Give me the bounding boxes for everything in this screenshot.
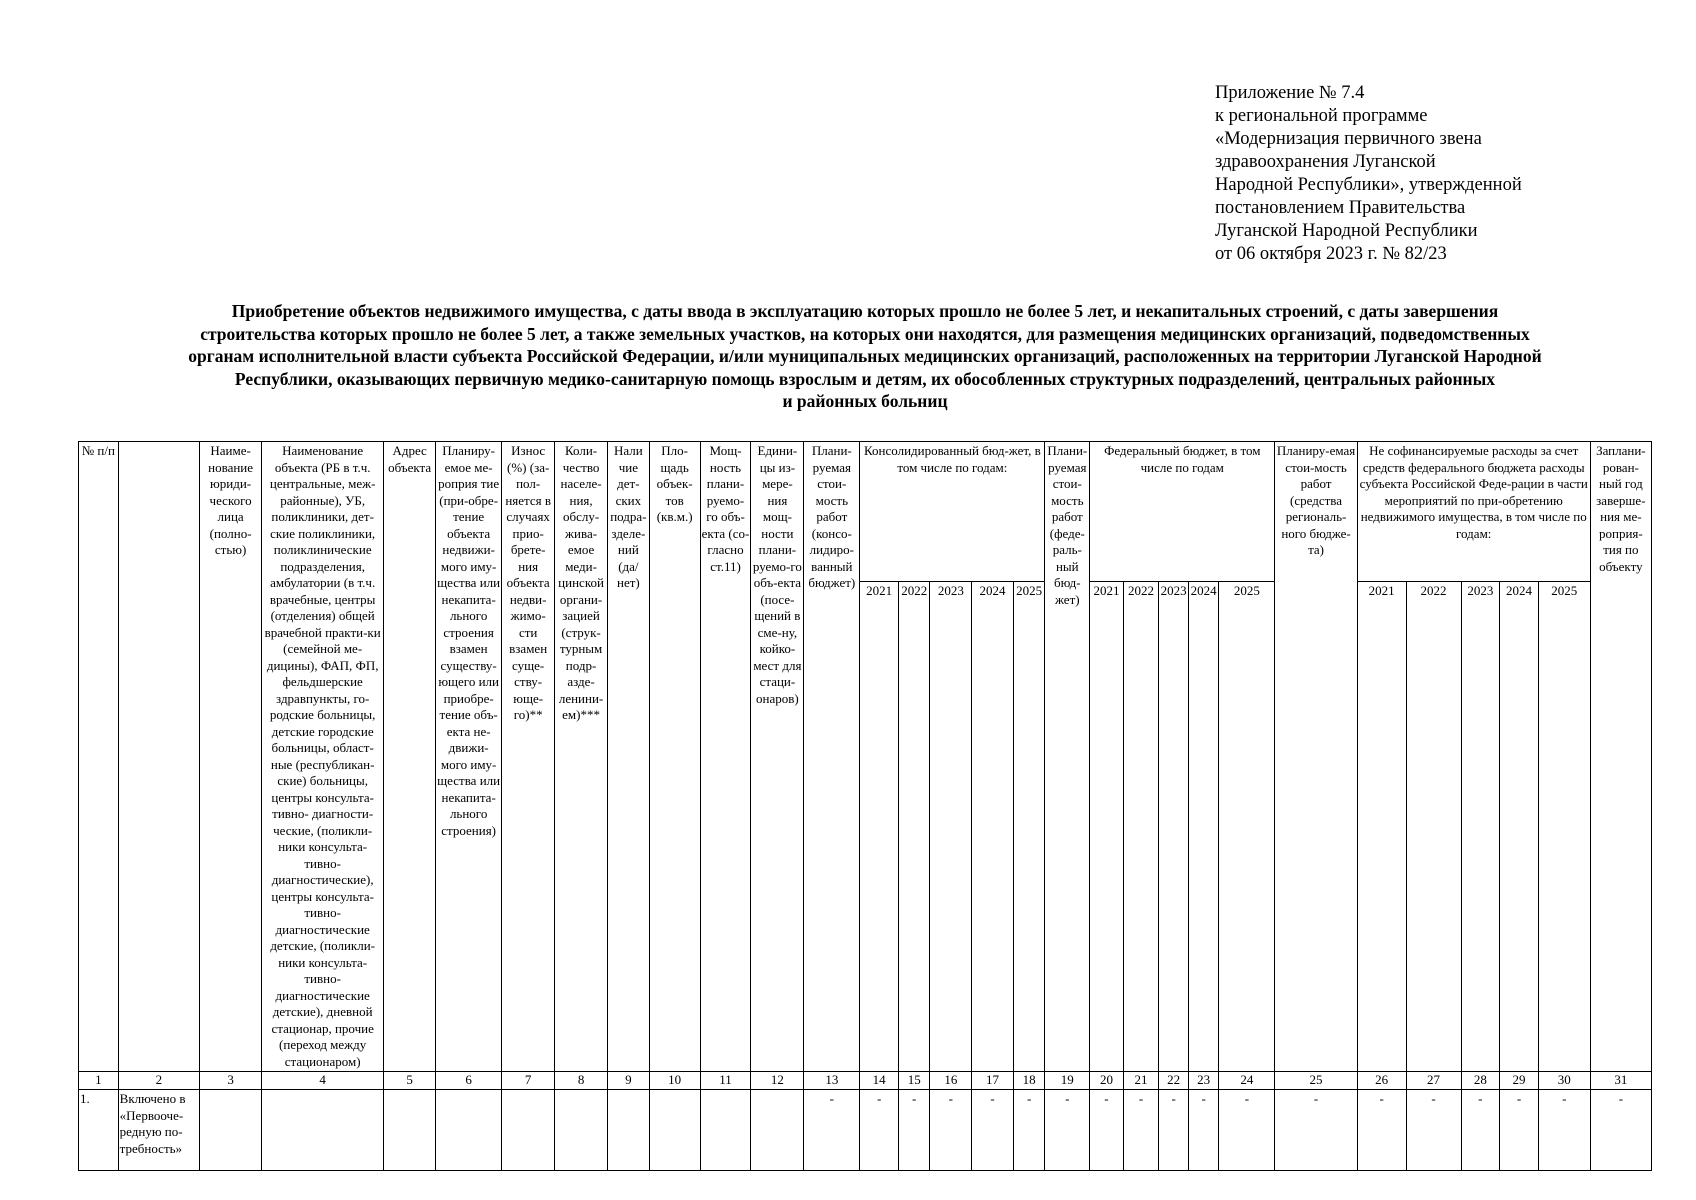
column-number: 23: [1188, 1072, 1219, 1090]
column-number: 30: [1538, 1072, 1590, 1090]
header-planned-activity: Планиру-емое ме-роприя тие (при-обре-тение объекта недвижи-мого иму-щества или некапита-льного строения взамен существу-ющего или приобре-тение объ-екта не-движи-мого иму-щества или некапита-льного строения): [436, 442, 502, 1072]
header-capacity-units: Едини-цы из-мере-ния мощ-ности плани-руемо-го объ-екта (посе-щений в сме-ну, койко-мест для стаци-онаров): [751, 442, 804, 1072]
header-child-units: Нали чие дет-ских подра-зделе-ний (да/ нет): [608, 442, 650, 1072]
appendix-line: от 06 октября 2023 г. № 82/23: [1215, 244, 1447, 264]
year-header: 2025: [1219, 581, 1275, 1071]
year-header: 2025: [1013, 581, 1045, 1071]
column-number: 11: [700, 1072, 751, 1090]
column-number: 6: [436, 1072, 502, 1090]
appendix-line: «Модернизация первичного звена: [1215, 129, 1482, 149]
table-cell: [502, 1090, 555, 1171]
column-number: 26: [1357, 1072, 1406, 1090]
header-capacity: Мощ-ность плани-руемо-го объ-екта (со-гласно ст.11): [700, 442, 751, 1072]
table-cell: -: [1538, 1090, 1590, 1171]
column-number: 3: [200, 1072, 262, 1090]
header-col-2: [118, 442, 199, 1072]
table-cell: -: [1275, 1090, 1357, 1171]
column-number: 15: [898, 1072, 930, 1090]
table-cell: -: [804, 1090, 860, 1171]
table-cell: -: [1090, 1090, 1124, 1171]
appendix-line: Народной Республики», утвержденной: [1215, 175, 1522, 195]
table-cell: -: [1013, 1090, 1045, 1171]
year-header: 2021: [860, 581, 899, 1071]
header-area: Пло-щадь объек-тов (кв.м.): [649, 442, 700, 1072]
data-table: [78, 441, 1652, 1171]
year-header: 2022: [1406, 581, 1461, 1071]
table-cell: -: [930, 1090, 972, 1171]
column-number: 14: [860, 1072, 899, 1090]
column-number: 4: [262, 1072, 384, 1090]
table-cell: -: [1500, 1090, 1539, 1171]
row-number: 1.: [79, 1090, 119, 1171]
title-line: органам исполнительной власти субъекта Российской Федерации, и/или муниципальных медицинских организаций, расположенных на территории Луганской Народной: [188, 346, 1542, 366]
table-cell: -: [1357, 1090, 1406, 1171]
year-header: 2023: [930, 581, 972, 1071]
document-title: [70, 300, 1660, 413]
table-cell: [700, 1090, 751, 1171]
column-number: 20: [1090, 1072, 1124, 1090]
table-row: [79, 1090, 1652, 1171]
header-address: Адрес объекта: [384, 442, 436, 1072]
table-cell: [751, 1090, 804, 1171]
title-line: Приобретение объектов недвижимого имущества, с даты ввода в эксплуатацию которых прошло не более 5 лет, и некапитальных строений, с даты завершения: [231, 301, 1499, 321]
table-cell: -: [1188, 1090, 1219, 1171]
year-header: 2021: [1090, 581, 1124, 1071]
table-cell: -: [1159, 1090, 1189, 1171]
table-cell: -: [898, 1090, 930, 1171]
table-cell: -: [1461, 1090, 1500, 1171]
column-number: 9: [608, 1072, 650, 1090]
header-consolidated-budget: Консолидированный бюд-жет, в том числе по годам:: [860, 442, 1045, 582]
header-object-name: Наименование объекта (РБ в т.ч. центральные, меж-районные), УБ, поликлиники, дет-ские поликлиники, поликлинические подразделения, амбулатории (в т.ч. врачебные, центры (отделения) общей врачебной практи-ки (семейной ме-дицины), ФАП, ФП, фельдшерские здравпункты, го-родские больницы, детские городские больницы, област-ные (республикан-ские) больницы, центры консульта-тивно- диагности-ческие, (поликли-ники консульта-тивно-диагностические), центры консульта-тивно-диагностические детские, (поликли-ники консульта-тивно-диагностические детские), дневной стационар, прочие (переход между стационаром): [262, 442, 384, 1072]
appendix-line: Луганской Народной Республики: [1215, 221, 1478, 241]
table-cell: -: [1590, 1090, 1651, 1171]
column-number: 19: [1045, 1072, 1090, 1090]
row-name: Включено в «Первооче-редную по-требность»: [118, 1090, 199, 1171]
column-number: 25: [1275, 1072, 1357, 1090]
year-header: 2021: [1357, 581, 1406, 1071]
header-completion-year: Заплани-рован-ный год заверше-ния ме-роприя-тия по объекту: [1590, 442, 1651, 1072]
title-line: Республики, оказывающих первичную медико-санитарную помощь взрослым и детям, их обособленных структурных подразделений, центральных районных: [234, 368, 1496, 389]
table-cell: -: [972, 1090, 1014, 1171]
title-line: строительства которых прошло не более 5 лет, а также земельных участков, на которых они находятся, для размещения медицинских организаций, подведомственных: [200, 323, 1530, 344]
year-header: 2025: [1538, 581, 1590, 1071]
column-number: 8: [555, 1072, 608, 1090]
header-num: № п/п: [79, 442, 119, 1072]
header-legal-entity: Наиме-нование юриди-ческого лица (полно-стью): [200, 442, 262, 1072]
year-header: 2023: [1461, 581, 1500, 1071]
table-cell: [608, 1090, 650, 1171]
year-header: 2024: [1500, 581, 1539, 1071]
column-number: 7: [502, 1072, 555, 1090]
column-number: 27: [1406, 1072, 1461, 1090]
column-number: 17: [972, 1072, 1014, 1090]
header-cost-regional: Планиру-емая стои-мость работ (средства региональ-ного бюдже-та): [1275, 442, 1357, 1072]
table-cell: -: [1406, 1090, 1461, 1171]
appendix-line: Приложение № 7.4: [1215, 83, 1365, 103]
table-cell: [649, 1090, 700, 1171]
column-number: 21: [1123, 1072, 1159, 1090]
header-federal-budget: Федеральный бюджет, в том числе по годам: [1090, 442, 1275, 582]
header-non-cofinanced: Не софинансируемые расходы за счет средств федерального бюджета расходы субъекта Российской Феде-рации в части мероприятий по при-обретению недвижимого имущества, в том числе по годам:: [1357, 442, 1590, 582]
column-number: 24: [1219, 1072, 1275, 1090]
header-cost-federal: Плани-руемая стои-мость работ (феде-раль-ный бюд-жет): [1045, 442, 1090, 1072]
header-cost-consolidated: Плани-руемая стои-мость работ (консо-лидиро-ванный бюджет): [804, 442, 860, 1072]
table-cell: -: [860, 1090, 899, 1171]
table-cell: [384, 1090, 436, 1171]
column-number: 28: [1461, 1072, 1500, 1090]
year-header: 2024: [972, 581, 1014, 1071]
column-number: 22: [1159, 1072, 1189, 1090]
table-cell: -: [1123, 1090, 1159, 1171]
column-number: 12: [751, 1072, 804, 1090]
column-number: 29: [1500, 1072, 1539, 1090]
column-number-row: [79, 1072, 1652, 1090]
title-line: и районных больниц: [782, 391, 948, 411]
column-number: 13: [804, 1072, 860, 1090]
table-cell: -: [1219, 1090, 1275, 1171]
table-cell: [262, 1090, 384, 1171]
column-number: 31: [1590, 1072, 1651, 1090]
column-number: 1: [79, 1072, 119, 1090]
year-header: 2023: [1159, 581, 1189, 1071]
column-number: 16: [930, 1072, 972, 1090]
year-header: 2024: [1188, 581, 1219, 1071]
column-number: 2: [118, 1072, 199, 1090]
table-cell: -: [1045, 1090, 1090, 1171]
appendix-line: постановлением Правительства: [1215, 198, 1466, 218]
table-cell: [555, 1090, 608, 1171]
header-wear: Износ (%) (за-пол-няется в случаях прио-брете-ния объекта недви-жимо-сти взамен суще-ству-юще-го)**: [502, 442, 555, 1072]
column-number: 18: [1013, 1072, 1045, 1090]
column-number: 5: [384, 1072, 436, 1090]
year-header: 2022: [1123, 581, 1159, 1071]
table-cell: [200, 1090, 262, 1171]
column-number: 10: [649, 1072, 700, 1090]
appendix-line: к региональной программе: [1215, 106, 1428, 126]
appendix-block: [1215, 82, 1522, 266]
appendix-line: здравоохранения Луганской: [1215, 152, 1436, 172]
table-cell: [436, 1090, 502, 1171]
header-population: Коли-чество населе-ния, обслу-жива-емое меди-цинской органи-зацией (струк-турным подр-азде-ленини-ем)***: [555, 442, 608, 1072]
year-header: 2022: [898, 581, 930, 1071]
